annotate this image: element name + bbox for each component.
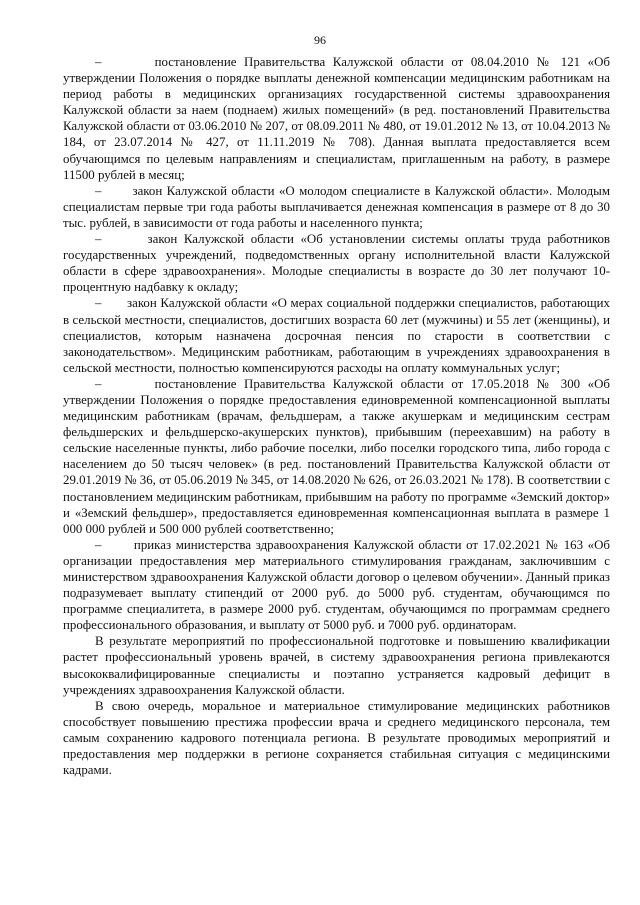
paragraph-order-163: – приказ министерства здравоохранения Калужской области от 17.02.2021 № 163 «Об организации предоставления мер материального стимулирования гражданам, заключившим с министерством здравоохранения Калужской области договор о целевом обучении». Данный приказ подразумевает выплату стипендий от 2000 руб. до 5000 руб. студентам, обучающимся по программе специалитета, в размере 2000 руб. студентам, обучающимся по программам среднего профессионального образования, и выплату от 5000 руб. и 7000 руб. ординаторам. [63,537,611,633]
paragraph-training-results: В результате мероприятий по профессиональной подготовке и повышению квалификации растет профессиональный уровень врачей, в систему здравоохранения региона привлекаются высококвалифицированные специалисты и поэтапно устраняется кадровый дефицит в учреждениях здравоохранения Калужской области. [63,634,610,697]
paragraph-resolution-121: – постановление Правительства Калужской области от 08.04.2010 № 121 «Об утверждении Положения о порядке выплаты денежной компенсации медицинским работникам на период работы в медицинских организациях государственной системы здравоохранения Калужской области за наем (поднаем) жилых помещений» (в ред. постановлений Правительства Калужской области от 03.06.2010 № 207, от 08.09.2011 № 480, от 19.01.2012 № 13, от 10.04.2013 № 184, от 23.07.2014 № 427, от 11.11.2019 № 708). Данная выплата предоставляется всем обучающимся по целевым направлениям и специалистам, приглашенным на работу, в размере 11500 рублей в месяц; [63,55,610,182]
paragraph-young-specialist-law: – закон Калужской области «О молодом специалисте в Калужской области». Молодым специалистам первые три года работы выплачивается денежная компенсация в размере от 8 до 30 тыс. рублей, в зависимости от года работы и населенного пункта; [63,183,610,230]
paragraph-payment-system-law: – закон Калужской области «Об установлении системы оплаты труда работников государственных учреждений, подведомственных органу исполнительной власти Калужской области в сфере здравоохранения». Молодые специалисты в возрасте до 30 лет получают 10-процентную надбавку к окладу; [63,232,610,295]
paragraph-rural-support-law: – закон Калужской области «О мерах социальной поддержки специалистов, работающих в сельской местности, специалистов, достигших возраста 60 лет (мужчины) и 55 лет (женщины), и специалистов, которым назначена досрочная пенсия по старости в соответствии с законодательством». Медицинским работникам, работающим в учреждениях здравоохранения в сельской местности, полностью компенсируются расходы на оплату коммунальных услуг; [63,296,610,375]
paragraph-conclusion: В свою очередь, моральное и материальное стимулирование медицинских работников способствует повышению престижа профессии врача и среднего медицинского персонала, тем самым сохранению кадрового потенциала региона. В результате проводимых мероприятий и предоставления мер поддержки в регионе сохраняется стабильная ситуация с медицинскими кадрами. [63,698,610,778]
document-body [63,54,610,778]
page-number: 96 [314,33,326,47]
paragraph-resolution-300: – постановление Правительства Калужской области от 17.05.2018 № 300 «Об утверждении Положения о порядке предоставления единовременной компенсационной выплаты медицинским работникам (врачам, фельдшерам, а также акушеркам и медицинским сестрам фельдшерских и фельдшерско-акушерских пунктов), прибывшим (переехавшим) на работу в сельские населенные пункты, либо рабочие поселки, либо поселки городского типа, либо города с населением до 50 тысяч человек» (в ред. постановлений Правительства Калужской области от 29.01.2019 № 36, от 05.06.2019 № 345, от 14.08.2020 № 626, от 26.03.2021 № 178). В соответствии с постановлением медицинским работникам, прибывшим на работу по программе «Земский доктор» и «Земский фельдшер», предоставляется единовременная компенсационная выплата в размере 1 000 000 рублей и 500 000 рублей соответственно; [63,376,610,536]
